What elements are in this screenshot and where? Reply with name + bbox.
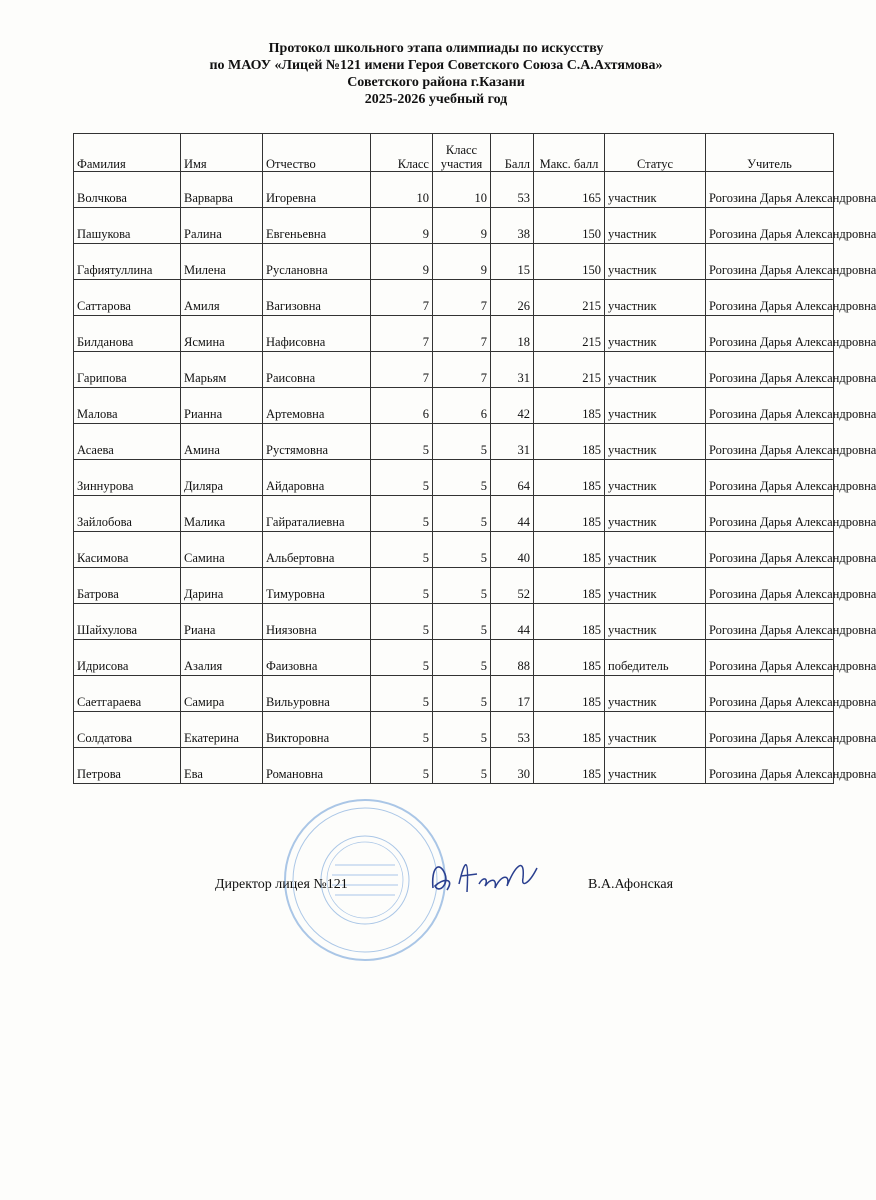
cell-teacher: Рогозина Дарья Александровна <box>706 352 834 388</box>
cell-max-score: 150 <box>534 208 605 244</box>
cell-participation-grade: 10 <box>433 172 491 208</box>
cell-surname: Касимова <box>74 532 181 568</box>
cell-surname: Зиннурова <box>74 460 181 496</box>
cell-max-score: 215 <box>534 316 605 352</box>
cell-score: 18 <box>491 316 534 352</box>
cell-max-score: 185 <box>534 424 605 460</box>
cell-teacher: Рогозина Дарья Александровна <box>706 208 834 244</box>
cell-score: 31 <box>491 352 534 388</box>
cell-max-score: 185 <box>534 712 605 748</box>
column-header-max-score: Макс. балл <box>534 134 605 172</box>
table-row <box>74 676 834 712</box>
cell-participation-grade: 7 <box>433 316 491 352</box>
table-header-row <box>74 134 834 172</box>
cell-patronymic: Рустямовна <box>263 424 371 460</box>
cell-teacher: Рогозина Дарья Александровна <box>706 388 834 424</box>
cell-name: Самира <box>181 676 263 712</box>
cell-patronymic: Фаизовна <box>263 640 371 676</box>
cell-score: 64 <box>491 460 534 496</box>
cell-participation-grade: 5 <box>433 712 491 748</box>
table-row <box>74 748 834 784</box>
cell-max-score: 150 <box>534 244 605 280</box>
cell-teacher: Рогозина Дарья Александровна <box>706 568 834 604</box>
table-row <box>74 568 834 604</box>
cell-name: Амиля <box>181 280 263 316</box>
director-name: В.А.Афонская <box>588 877 674 892</box>
cell-teacher: Рогозина Дарья Александровна <box>706 460 834 496</box>
cell-score: 44 <box>491 604 534 640</box>
cell-status: участник <box>605 604 706 640</box>
cell-score: 17 <box>491 676 534 712</box>
column-header-name: Имя <box>181 134 263 172</box>
cell-participation-grade: 5 <box>433 424 491 460</box>
cell-patronymic: Артемовна <box>263 388 371 424</box>
table-row <box>74 244 834 280</box>
table-row <box>74 604 834 640</box>
cell-surname: Гафиятуллина <box>74 244 181 280</box>
cell-score: 42 <box>491 388 534 424</box>
cell-status: участник <box>605 424 706 460</box>
cell-score: 30 <box>491 748 534 784</box>
cell-score: 52 <box>491 568 534 604</box>
table-row <box>74 712 834 748</box>
cell-name: Самина <box>181 532 263 568</box>
cell-status: участник <box>605 712 706 748</box>
cell-name: Рианна <box>181 388 263 424</box>
cell-max-score: 165 <box>534 172 605 208</box>
cell-status: участник <box>605 280 706 316</box>
cell-name: Милена <box>181 244 263 280</box>
cell-max-score: 185 <box>534 532 605 568</box>
cell-grade: 5 <box>371 532 433 568</box>
cell-patronymic: Евгеньевна <box>263 208 371 244</box>
cell-participation-grade: 5 <box>433 604 491 640</box>
cell-grade: 9 <box>371 244 433 280</box>
cell-teacher: Рогозина Дарья Александровна <box>706 424 834 460</box>
table-row <box>74 496 834 532</box>
cell-max-score: 185 <box>534 460 605 496</box>
cell-teacher: Рогозина Дарья Александровна <box>706 316 834 352</box>
cell-grade: 5 <box>371 604 433 640</box>
cell-score: 26 <box>491 280 534 316</box>
cell-teacher: Рогозина Дарья Александровна <box>706 244 834 280</box>
cell-patronymic: Романовна <box>263 748 371 784</box>
cell-score: 53 <box>491 712 534 748</box>
cell-name: Малика <box>181 496 263 532</box>
cell-max-score: 215 <box>534 280 605 316</box>
column-header-teacher: Учитель <box>706 134 834 172</box>
cell-name: Азалия <box>181 640 263 676</box>
column-header-surname: Фамилия <box>74 134 181 172</box>
cell-surname: Саттарова <box>74 280 181 316</box>
cell-participation-grade: 5 <box>433 568 491 604</box>
cell-surname: Пашукова <box>74 208 181 244</box>
column-header-status: Статус <box>605 134 706 172</box>
cell-participation-grade: 5 <box>433 532 491 568</box>
table-row <box>74 424 834 460</box>
cell-patronymic: Ниязовна <box>263 604 371 640</box>
cell-max-score: 185 <box>534 496 605 532</box>
cell-score: 88 <box>491 640 534 676</box>
column-header-patronymic: Отчество <box>263 134 371 172</box>
cell-name: Дарина <box>181 568 263 604</box>
document-header <box>0 40 872 108</box>
table-body <box>74 172 876 784</box>
cell-status: участник <box>605 532 706 568</box>
cell-patronymic: Игоревна <box>263 172 371 208</box>
table-row <box>74 208 834 244</box>
cell-teacher: Рогозина Дарья Александровна <box>706 172 834 208</box>
cell-surname: Батрова <box>74 568 181 604</box>
cell-max-score: 185 <box>534 388 605 424</box>
cell-participation-grade: 9 <box>433 244 491 280</box>
cell-surname: Петрова <box>74 748 181 784</box>
cell-status: участник <box>605 676 706 712</box>
header-title: Протокол школьного этапа олимпиады по искусству <box>268 41 604 56</box>
cell-status: участник <box>605 172 706 208</box>
table-row <box>74 388 834 424</box>
cell-participation-grade: 5 <box>433 496 491 532</box>
cell-teacher: Рогозина Дарья Александровна <box>706 604 834 640</box>
cell-patronymic: Айдаровна <box>263 460 371 496</box>
cell-max-score: 185 <box>534 748 605 784</box>
cell-grade: 5 <box>371 640 433 676</box>
cell-surname: Асаева <box>74 424 181 460</box>
cell-max-score: 185 <box>534 604 605 640</box>
cell-name: Диляра <box>181 460 263 496</box>
column-header-score: Балл <box>491 134 534 172</box>
cell-patronymic: Раисовна <box>263 352 371 388</box>
cell-surname: Билданова <box>74 316 181 352</box>
cell-name: Ясмина <box>181 316 263 352</box>
cell-max-score: 185 <box>534 640 605 676</box>
column-header-participation-grade: Класс участия <box>433 134 491 172</box>
cell-surname: Гарипова <box>74 352 181 388</box>
cell-grade: 5 <box>371 424 433 460</box>
cell-score: 38 <box>491 208 534 244</box>
cell-surname: Идрисова <box>74 640 181 676</box>
cell-score: 44 <box>491 496 534 532</box>
cell-grade: 7 <box>371 352 433 388</box>
results-table <box>73 133 876 784</box>
cell-max-score: 185 <box>534 676 605 712</box>
cell-patronymic: Альбертовна <box>263 532 371 568</box>
cell-patronymic: Вагизовна <box>263 280 371 316</box>
table-row <box>74 640 834 676</box>
cell-status: участник <box>605 208 706 244</box>
cell-status: участник <box>605 568 706 604</box>
cell-participation-grade: 7 <box>433 352 491 388</box>
cell-patronymic: Викторовна <box>263 712 371 748</box>
cell-status: участник <box>605 316 706 352</box>
cell-score: 40 <box>491 532 534 568</box>
cell-status: победитель <box>605 640 706 676</box>
cell-name: Марьям <box>181 352 263 388</box>
cell-teacher: Рогозина Дарья Александровна <box>706 280 834 316</box>
cell-participation-grade: 6 <box>433 388 491 424</box>
cell-teacher: Рогозина Дарья Александровна <box>706 496 834 532</box>
cell-grade: 10 <box>371 172 433 208</box>
cell-grade: 9 <box>371 208 433 244</box>
director-position: Директор лицея №121 <box>215 877 348 892</box>
cell-grade: 5 <box>371 568 433 604</box>
table-row <box>74 532 834 568</box>
cell-score: 15 <box>491 244 534 280</box>
cell-surname: Саетгараева <box>74 676 181 712</box>
cell-name: Варварва <box>181 172 263 208</box>
cell-name: Ева <box>181 748 263 784</box>
cell-status: участник <box>605 352 706 388</box>
cell-patronymic: Тимуровна <box>263 568 371 604</box>
cell-max-score: 215 <box>534 352 605 388</box>
cell-grade: 5 <box>371 496 433 532</box>
table-row <box>74 352 834 388</box>
cell-grade: 6 <box>371 388 433 424</box>
cell-surname: Малова <box>74 388 181 424</box>
handwritten-signature-icon <box>425 848 545 906</box>
cell-patronymic: Руслановна <box>263 244 371 280</box>
header-year: 2025-2026 учебный год <box>364 92 508 107</box>
cell-participation-grade: 5 <box>433 748 491 784</box>
table-row <box>74 172 834 208</box>
cell-participation-grade: 5 <box>433 640 491 676</box>
cell-patronymic: Вильуровна <box>263 676 371 712</box>
table-row <box>74 280 834 316</box>
cell-status: участник <box>605 460 706 496</box>
cell-status: участник <box>605 748 706 784</box>
cell-participation-grade: 7 <box>433 280 491 316</box>
cell-participation-grade: 9 <box>433 208 491 244</box>
cell-grade: 7 <box>371 316 433 352</box>
cell-name: Риана <box>181 604 263 640</box>
cell-teacher: Рогозина Дарья Александровна <box>706 676 834 712</box>
table-row <box>74 460 834 496</box>
table-row <box>74 316 834 352</box>
cell-name: Екатерина <box>181 712 263 748</box>
cell-teacher: Рогозина Дарья Александровна <box>706 712 834 748</box>
header-school: по МАОУ «Лицей №121 имени Героя Советского Союза С.А.Ахтямова» <box>209 58 663 73</box>
header-district: Советского района г.Казани <box>347 75 525 90</box>
cell-participation-grade: 5 <box>433 460 491 496</box>
cell-score: 53 <box>491 172 534 208</box>
cell-surname: Шайхулова <box>74 604 181 640</box>
cell-surname: Волчкова <box>74 172 181 208</box>
cell-teacher: Рогозина Дарья Александровна <box>706 748 834 784</box>
cell-surname: Солдатова <box>74 712 181 748</box>
cell-patronymic: Гайраталиевна <box>263 496 371 532</box>
cell-surname: Зайлобова <box>74 496 181 532</box>
cell-status: участник <box>605 388 706 424</box>
cell-grade: 7 <box>371 280 433 316</box>
cell-patronymic: Нафисовна <box>263 316 371 352</box>
cell-grade: 5 <box>371 712 433 748</box>
cell-grade: 5 <box>371 460 433 496</box>
cell-score: 31 <box>491 424 534 460</box>
cell-status: участник <box>605 244 706 280</box>
cell-grade: 5 <box>371 676 433 712</box>
cell-max-score: 185 <box>534 568 605 604</box>
cell-grade: 5 <box>371 748 433 784</box>
cell-participation-grade: 5 <box>433 676 491 712</box>
cell-name: Амина <box>181 424 263 460</box>
cell-teacher: Рогозина Дарья Александровна <box>706 640 834 676</box>
column-header-grade: Класс <box>371 134 433 172</box>
cell-name: Ралина <box>181 208 263 244</box>
cell-teacher: Рогозина Дарья Александровна <box>706 532 834 568</box>
cell-status: участник <box>605 496 706 532</box>
